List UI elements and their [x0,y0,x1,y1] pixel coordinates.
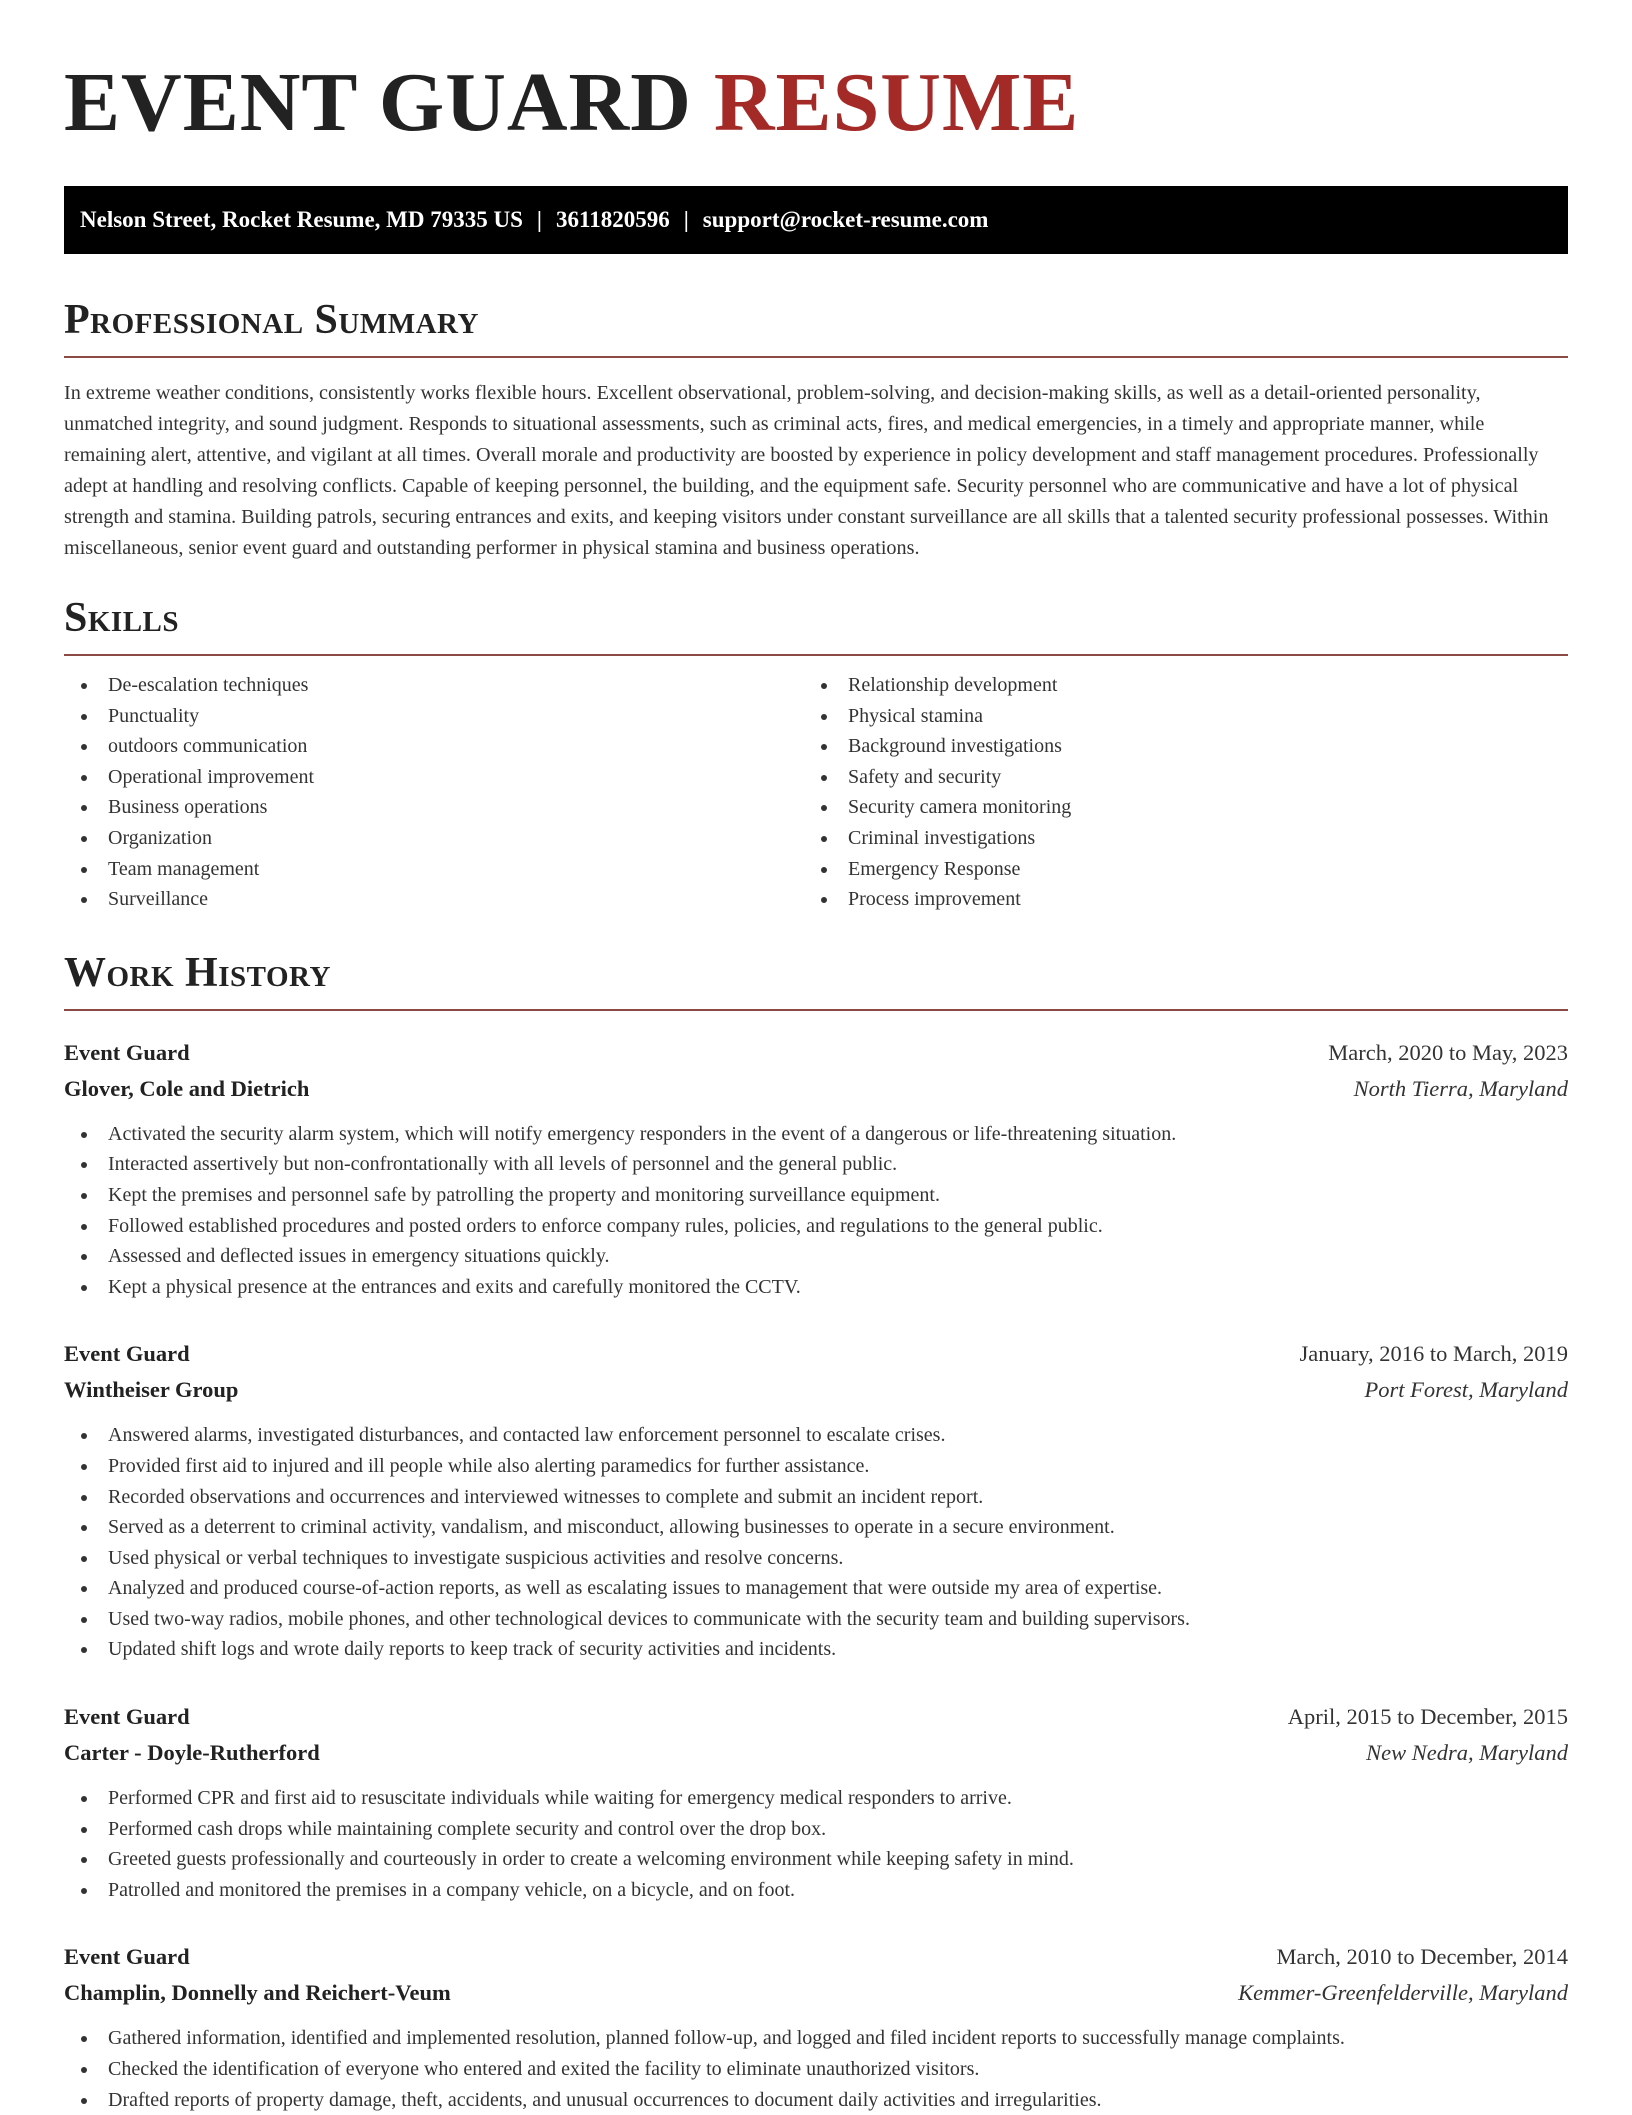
skill-item: Security camera monitoring [804,792,1544,823]
skills-section [64,594,1568,915]
resume-title [64,0,1568,148]
job-dates: March, 2020 to May, 2023 [1328,1039,1568,1065]
job-duties [64,1783,1568,1905]
job-duties [64,1119,1568,1303]
work-history-heading: Work History [64,949,331,996]
skill-item: Organization [64,823,804,854]
job-location: North Tierra, Maryland [1353,1075,1568,1101]
duty-item: Activated the security alarm system, which will notify emergency responders in the event of a dangerous or life-threatening situation. [64,1119,1568,1150]
duty-item: Patrolled and monitored the premises in a company vehicle, on a bicycle, and on foot. [64,1875,1568,1906]
duty-item: Served as a deterrent to criminal activity, vandalism, and misconduct, allowing businesses to operate in a secure environment. [64,1512,1568,1543]
duty-item: Analyzed and produced course-of-action reports, as well as escalating issues to management that were outside my area of expertise. [64,1573,1568,1604]
duty-item: Performed CPR and first aid to resuscitate individuals while waiting for emergency medical responders to arrive. [64,1783,1568,1814]
job-header-row [64,1939,1568,1975]
duty-item: Drafted reports of property damage, theft, accidents, and unusual occurrences to document daily activities and irregularities. [64,2085,1568,2115]
summary-text: In extreme weather conditions, consistently works flexible hours. Excellent observational, problem-solving, and decision-making skills, as well as a detail-oriented personality, unmatched integrity, and sound judgment. Responds to situational assessments, such as criminal acts, fires, and medical emergencies, in a timely and appropriate manner, while remaining alert, attentive, and vigilant at all times. Overall morale and productivity are boosted by experience in policy development and staff management procedures. Professionally adept at handling and resolving conflicts. Capable of keeping personnel, the building, and the equipment safe. Security personnel who are communicative and have a lot of physical strength and stamina. Building patrols, securing entrances and exits, and keeping visitors under constant surveillance are all skills that a talented security professional possesses. Within miscellaneous, senior event guard and outstanding performer in physical stamina and business operations. [64,382,1549,559]
skill-item: Punctuality [64,701,804,732]
job-header-row [64,1035,1568,1071]
skill-item: Surveillance [64,884,804,915]
title-main: EVENT GUARD [64,56,692,149]
contact-bar [64,186,1568,254]
duty-item: Recorded observations and occurrences and interviewed witnesses to complete and submit an incident report. [64,1482,1568,1513]
job-entry [64,1035,1568,1303]
skill-item: outdoors communication [64,731,804,762]
duty-item: Greeted guests professionally and courteously in order to create a welcoming environment while keeping safety in mind. [64,1844,1568,1875]
job-dates: April, 2015 to December, 2015 [1287,1704,1568,1730]
skill-item: Criminal investigations [804,823,1544,854]
contact-address: Nelson Street, Rocket Resume, MD 79335 US [80,207,523,232]
skills-column-right [804,670,1544,915]
section-divider [64,1009,1568,1011]
contact-separator: | [536,207,542,232]
job-company: Glover, Cole and Dietrich [64,1075,310,1101]
job-title: Event Guard [64,1704,190,1730]
duty-item: Followed established procedures and posted orders to enforce company rules, policies, and regulations to the general public. [64,1211,1568,1242]
job-location: Port Forest, Maryland [1364,1377,1568,1403]
job-subheader-row [64,1735,1568,1771]
job-header-row [64,1336,1568,1372]
duty-item: Assessed and deflected issues in emergency situations quickly. [64,1241,1568,1272]
section-divider [64,356,1568,358]
job-title: Event Guard [64,1341,190,1367]
job-subheader-row [64,1071,1568,1107]
job-entry [64,1336,1568,1665]
contact-phone: 3611820596 [555,207,670,232]
skill-item: Business operations [64,792,804,823]
duty-item: Used two-way radios, mobile phones, and other technological devices to communicate with the security team and building supervisors. [64,1604,1568,1635]
skill-item: Operational improvement [64,762,804,793]
duty-item: Used physical or verbal techniques to investigate suspicious activities and resolve concerns. [64,1543,1568,1574]
job-company: Wintheiser Group [64,1377,239,1403]
skill-item: Process improvement [804,884,1544,915]
contact-separator: | [683,207,689,232]
skills-column-left [64,670,804,915]
summary-heading: Professional Summary [64,297,479,343]
skill-item: Safety and security [804,762,1544,793]
job-subheader-row [64,1975,1568,2011]
contact-email: support@rocket-resume.com [702,207,989,232]
job-subheader-row [64,1372,1568,1408]
job-dates: March, 2010 to December, 2014 [1276,1944,1568,1970]
work-history-section [64,949,1568,2115]
job-duties [64,2023,1568,2115]
job-title: Event Guard [64,1039,190,1065]
duty-item: Performed cash drops while maintaining complete security and control over the drop box. [64,1814,1568,1845]
duty-item: Provided first aid to injured and ill people while also alerting paramedics for further assistance. [64,1451,1568,1482]
skill-item: Background investigations [804,731,1544,762]
section-divider [64,654,1568,656]
duty-item: Kept a physical presence at the entrances and exits and carefully monitored the CCTV. [64,1272,1568,1303]
skill-item: De-escalation techniques [64,670,804,701]
job-duties [64,1420,1568,1665]
skill-item: Relationship development [804,670,1544,701]
summary-section [64,296,1568,564]
duty-item: Kept the premises and personnel safe by patrolling the property and monitoring surveillance equipment. [64,1180,1568,1211]
skills-heading: Skills [64,595,180,641]
skill-item: Team management [64,854,804,885]
job-location: Kemmer-Greenfelderville, Maryland [1238,1980,1568,2006]
job-header-row [64,1699,1568,1735]
duty-item: Updated shift logs and wrote daily reports to keep track of security activities and incidents. [64,1634,1568,1665]
duty-item: Answered alarms, investigated disturbances, and contacted law enforcement personnel to escalate crises. [64,1420,1568,1451]
job-company: Champlin, Donnelly and Reichert-Veum [64,1980,451,2006]
job-title: Event Guard [64,1944,190,1970]
skill-item: Physical stamina [804,701,1544,732]
title-accent: RESUME [713,56,1080,149]
job-location: New Nedra, Maryland [1366,1740,1568,1766]
job-entry [64,1699,1568,1905]
duty-item: Interacted assertively but non-confrontationally with all levels of personnel and the general public. [64,1149,1568,1180]
skill-item: Emergency Response [804,854,1544,885]
skills-grid [64,670,1568,915]
duty-item: Gathered information, identified and implemented resolution, planned follow-up, and logged and filed incident reports to successfully manage complaints. [64,2023,1568,2054]
duty-item: Checked the identification of everyone who entered and exited the facility to eliminate unauthorized visitors. [64,2054,1568,2085]
job-dates: January, 2016 to March, 2019 [1299,1341,1568,1367]
job-company: Carter - Doyle-Rutherford [64,1740,320,1766]
job-entry [64,1939,1568,2115]
